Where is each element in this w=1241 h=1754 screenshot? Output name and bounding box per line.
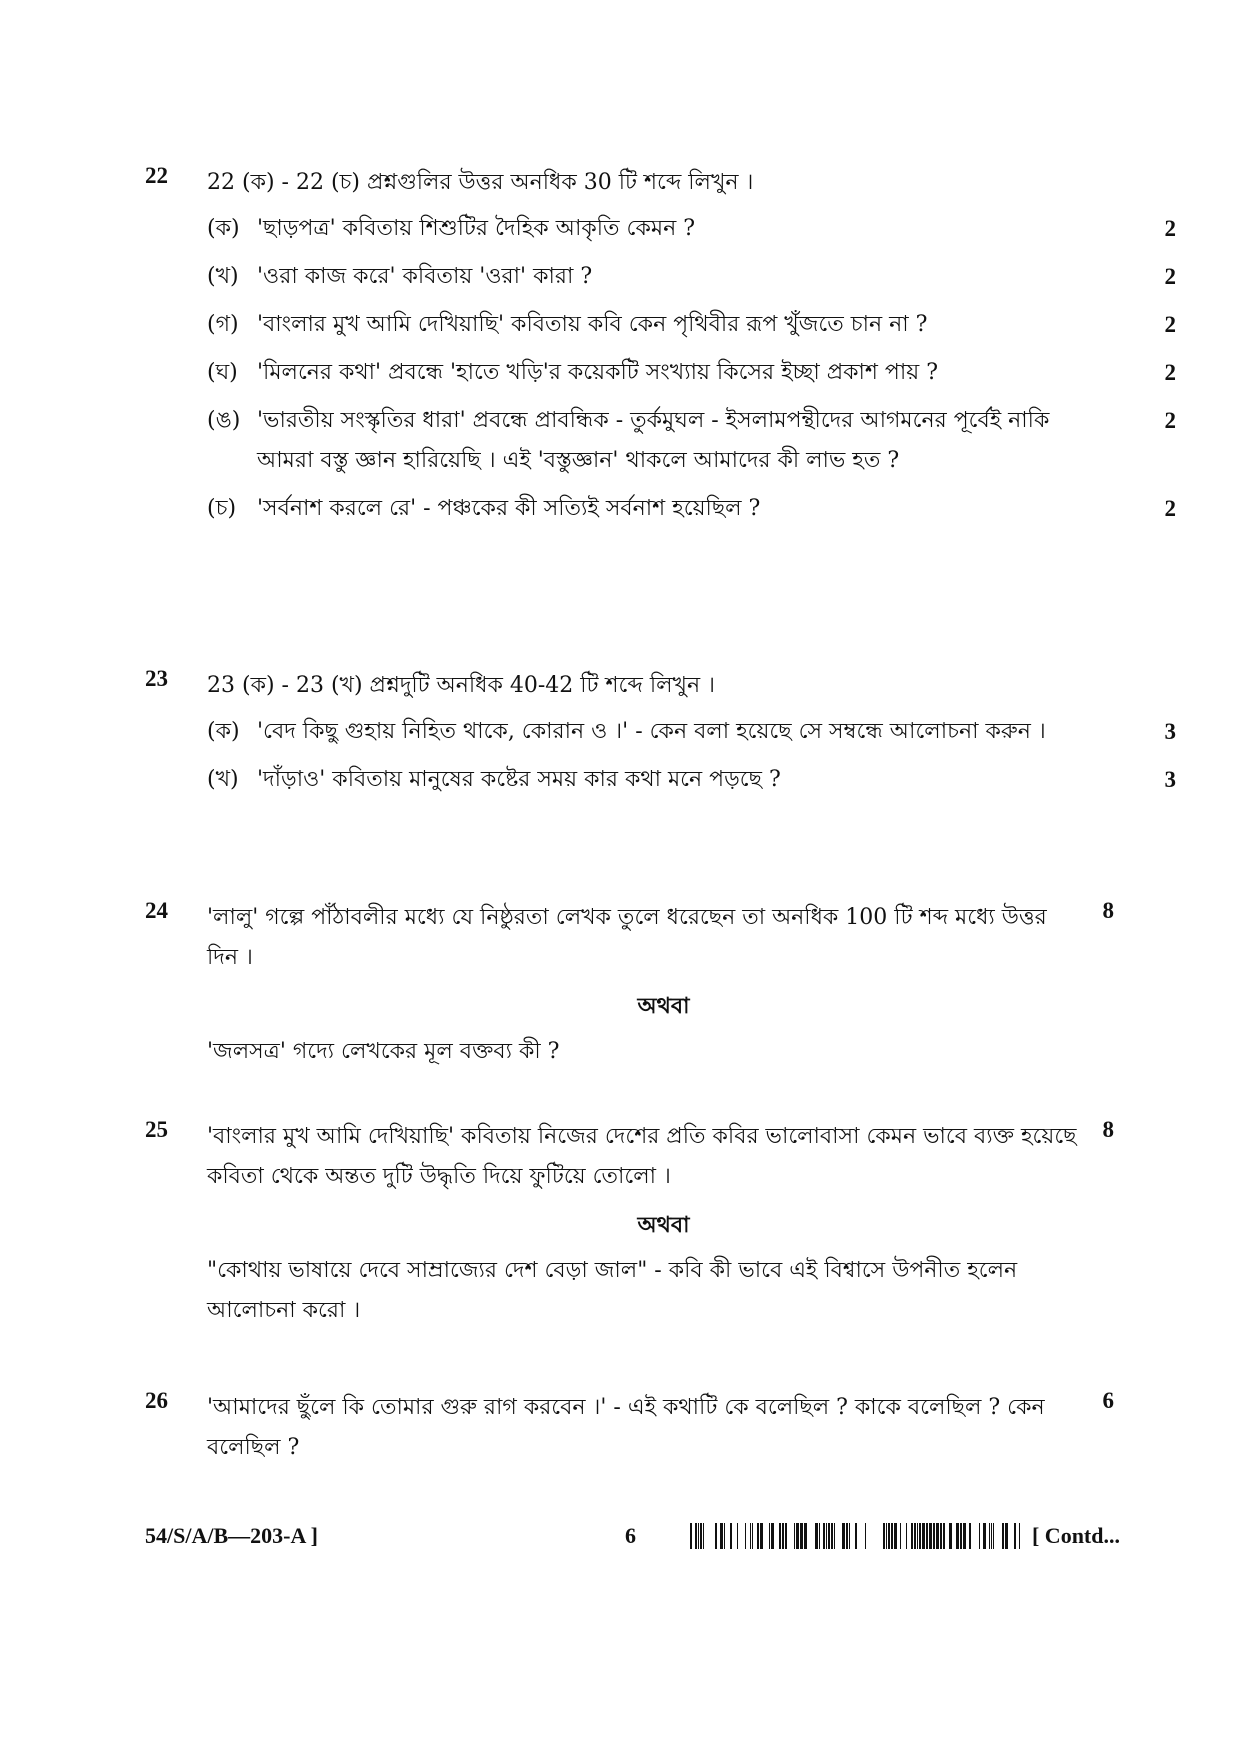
sub-question xyxy=(207,401,1176,481)
sub-question-label: (গ) xyxy=(207,312,239,337)
sub-question xyxy=(207,760,1176,800)
marks: 2 xyxy=(1164,496,1176,521)
sub-question xyxy=(207,209,1176,249)
marks: 2 xyxy=(1164,408,1176,433)
sub-question-label: (ঙ) xyxy=(207,408,241,433)
question-instruction: 23 (ক) - 23 (খ) প্রশ্নদুটি অনধিক 40-42 টি শব্দে লিখুন । xyxy=(207,673,715,698)
page-number: 6 xyxy=(625,1523,636,1548)
marks: 8 xyxy=(1102,1117,1114,1142)
sub-question xyxy=(207,712,1176,752)
sub-question-label: (খ) xyxy=(207,767,239,792)
sub-question xyxy=(207,305,1176,345)
question-text: 'বাংলার মুখ আমি দেখিয়াছি' কবিতায় নিজের দেশের প্রতি কবির ভালোবাসা কেমন ভাবে ব্যক্ত হয়েছে কবিতা থেকে অন্তত দুটি উদ্ধৃতি দিয়ে ফুটিয়ে তোলো । xyxy=(207,1124,1077,1189)
sub-question-label: (চ) xyxy=(207,496,237,521)
or-separator: অথবা xyxy=(637,1212,690,1238)
barcode-icon xyxy=(690,1523,1020,1549)
question-number: 26 xyxy=(145,1388,168,1413)
marks: 8 xyxy=(1102,898,1114,923)
sub-question-text: 'দাঁড়াও' কবিতায় মানুষের কষ্টের সময় কার কথা মনে পড়ছে ? xyxy=(257,767,781,792)
question-instruction: 22 (ক) - 22 (চ) প্রশ্নগুলির উত্তর অনধিক 30 টি শব্দে লিখুন । xyxy=(207,170,754,195)
marks: 3 xyxy=(1164,767,1176,792)
question-number: 23 xyxy=(145,666,168,691)
marks: 6 xyxy=(1102,1388,1114,1413)
sub-question-label: (খ) xyxy=(207,264,239,289)
continued-label: [ Contd... xyxy=(1031,1523,1120,1548)
question-number: 22 xyxy=(145,163,168,188)
question-22 xyxy=(145,163,1176,529)
or-separator: অথবা xyxy=(637,993,690,1019)
sub-question xyxy=(207,257,1176,297)
sub-question xyxy=(207,489,1176,529)
sub-question-label: (ক) xyxy=(207,719,240,744)
sub-question-label: (ঘ) xyxy=(207,360,238,385)
sub-question xyxy=(207,353,1176,393)
sub-question-text: 'বাংলার মুখ আমি দেখিয়াছি' কবিতায় কবি কেন পৃথিবীর রূপ খুঁজতে চান না ? xyxy=(257,312,928,337)
alternative-question: "কোথায় ভাষায়ে দেবে সাম্রাজ্যের দেশ বেড়া জাল" - কবি কী ভাবে এই বিশ্বাসে উপনীত হলেন আলোচনা করো । xyxy=(207,1258,1018,1323)
sub-question-text: 'বেদ কিছু গুহায় নিহিত থাকে, কোরান ও ।' - কেন বলা হয়েছে সে সম্বন্ধে আলোচনা করুন । xyxy=(257,719,1046,744)
question-number: 24 xyxy=(145,898,168,923)
question-23 xyxy=(145,666,1176,800)
marks: 2 xyxy=(1164,264,1176,289)
question-26 xyxy=(145,1388,1120,1468)
question-25 xyxy=(145,1117,1120,1331)
question-24 xyxy=(145,898,1120,1072)
marks: 3 xyxy=(1164,719,1176,744)
page-footer xyxy=(145,1523,1120,1553)
marks: 2 xyxy=(1164,216,1176,241)
sub-question-text: 'ছাড়পত্র' কবিতায় শিশুটির দৈহিক আকৃতি কেমন ? xyxy=(257,216,695,241)
question-text: 'লালু' গল্পে পাঁঠাবলীর মধ্যে যে নিষ্ঠুরতা লেখক তুলে ধরেছেন তা অনধিক 100 টি শব্দ মধ্যে উত্তর দিন । xyxy=(207,905,1047,970)
sub-question-text: 'সর্বনাশ করলে রে' - পঞ্চকের কী সত্যিই সর্বনাশ হয়েছিল ? xyxy=(257,496,761,521)
marks: 2 xyxy=(1164,312,1176,337)
paper-code: 54/S/A/B—203-A ] xyxy=(145,1523,318,1548)
alternative-question: 'জলসত্র' গদ্যে লেখকের মূল বক্তব্য কী ? xyxy=(207,1039,560,1064)
sub-question-text: 'মিলনের কথা' প্রবন্ধে 'হাতে খড়ি'র কয়েকটি সংখ্যায় কিসের ইচ্ছা প্রকাশ পায় ? xyxy=(257,360,938,385)
marks: 2 xyxy=(1164,360,1176,385)
sub-question-text: 'ভারতীয় সংস্কৃতির ধারা' প্রবন্ধে প্রাবন্ধিক - তুর্কমুঘল - ইসলামপন্থীদের আগমনের পূর্বেই নাকি আমরা বস্তু জ্ঞান হারিয়েছি । এই 'বস্তুজ্ঞান' থাকলে আমাদের কী লাভ হত ? xyxy=(257,408,1050,473)
sub-question-label: (ক) xyxy=(207,216,240,241)
question-text: 'আমাদের ছুঁলে কি তোমার গুরু রাগ করবেন ।' - এই কথাটি কে বলেছিল ? কাকে বলেছিল ? কেন বলেছিল ? xyxy=(207,1395,1045,1460)
question-number: 25 xyxy=(145,1117,168,1142)
sub-question-text: 'ওরা কাজ করে' কবিতায় 'ওরা' কারা ? xyxy=(257,264,593,289)
